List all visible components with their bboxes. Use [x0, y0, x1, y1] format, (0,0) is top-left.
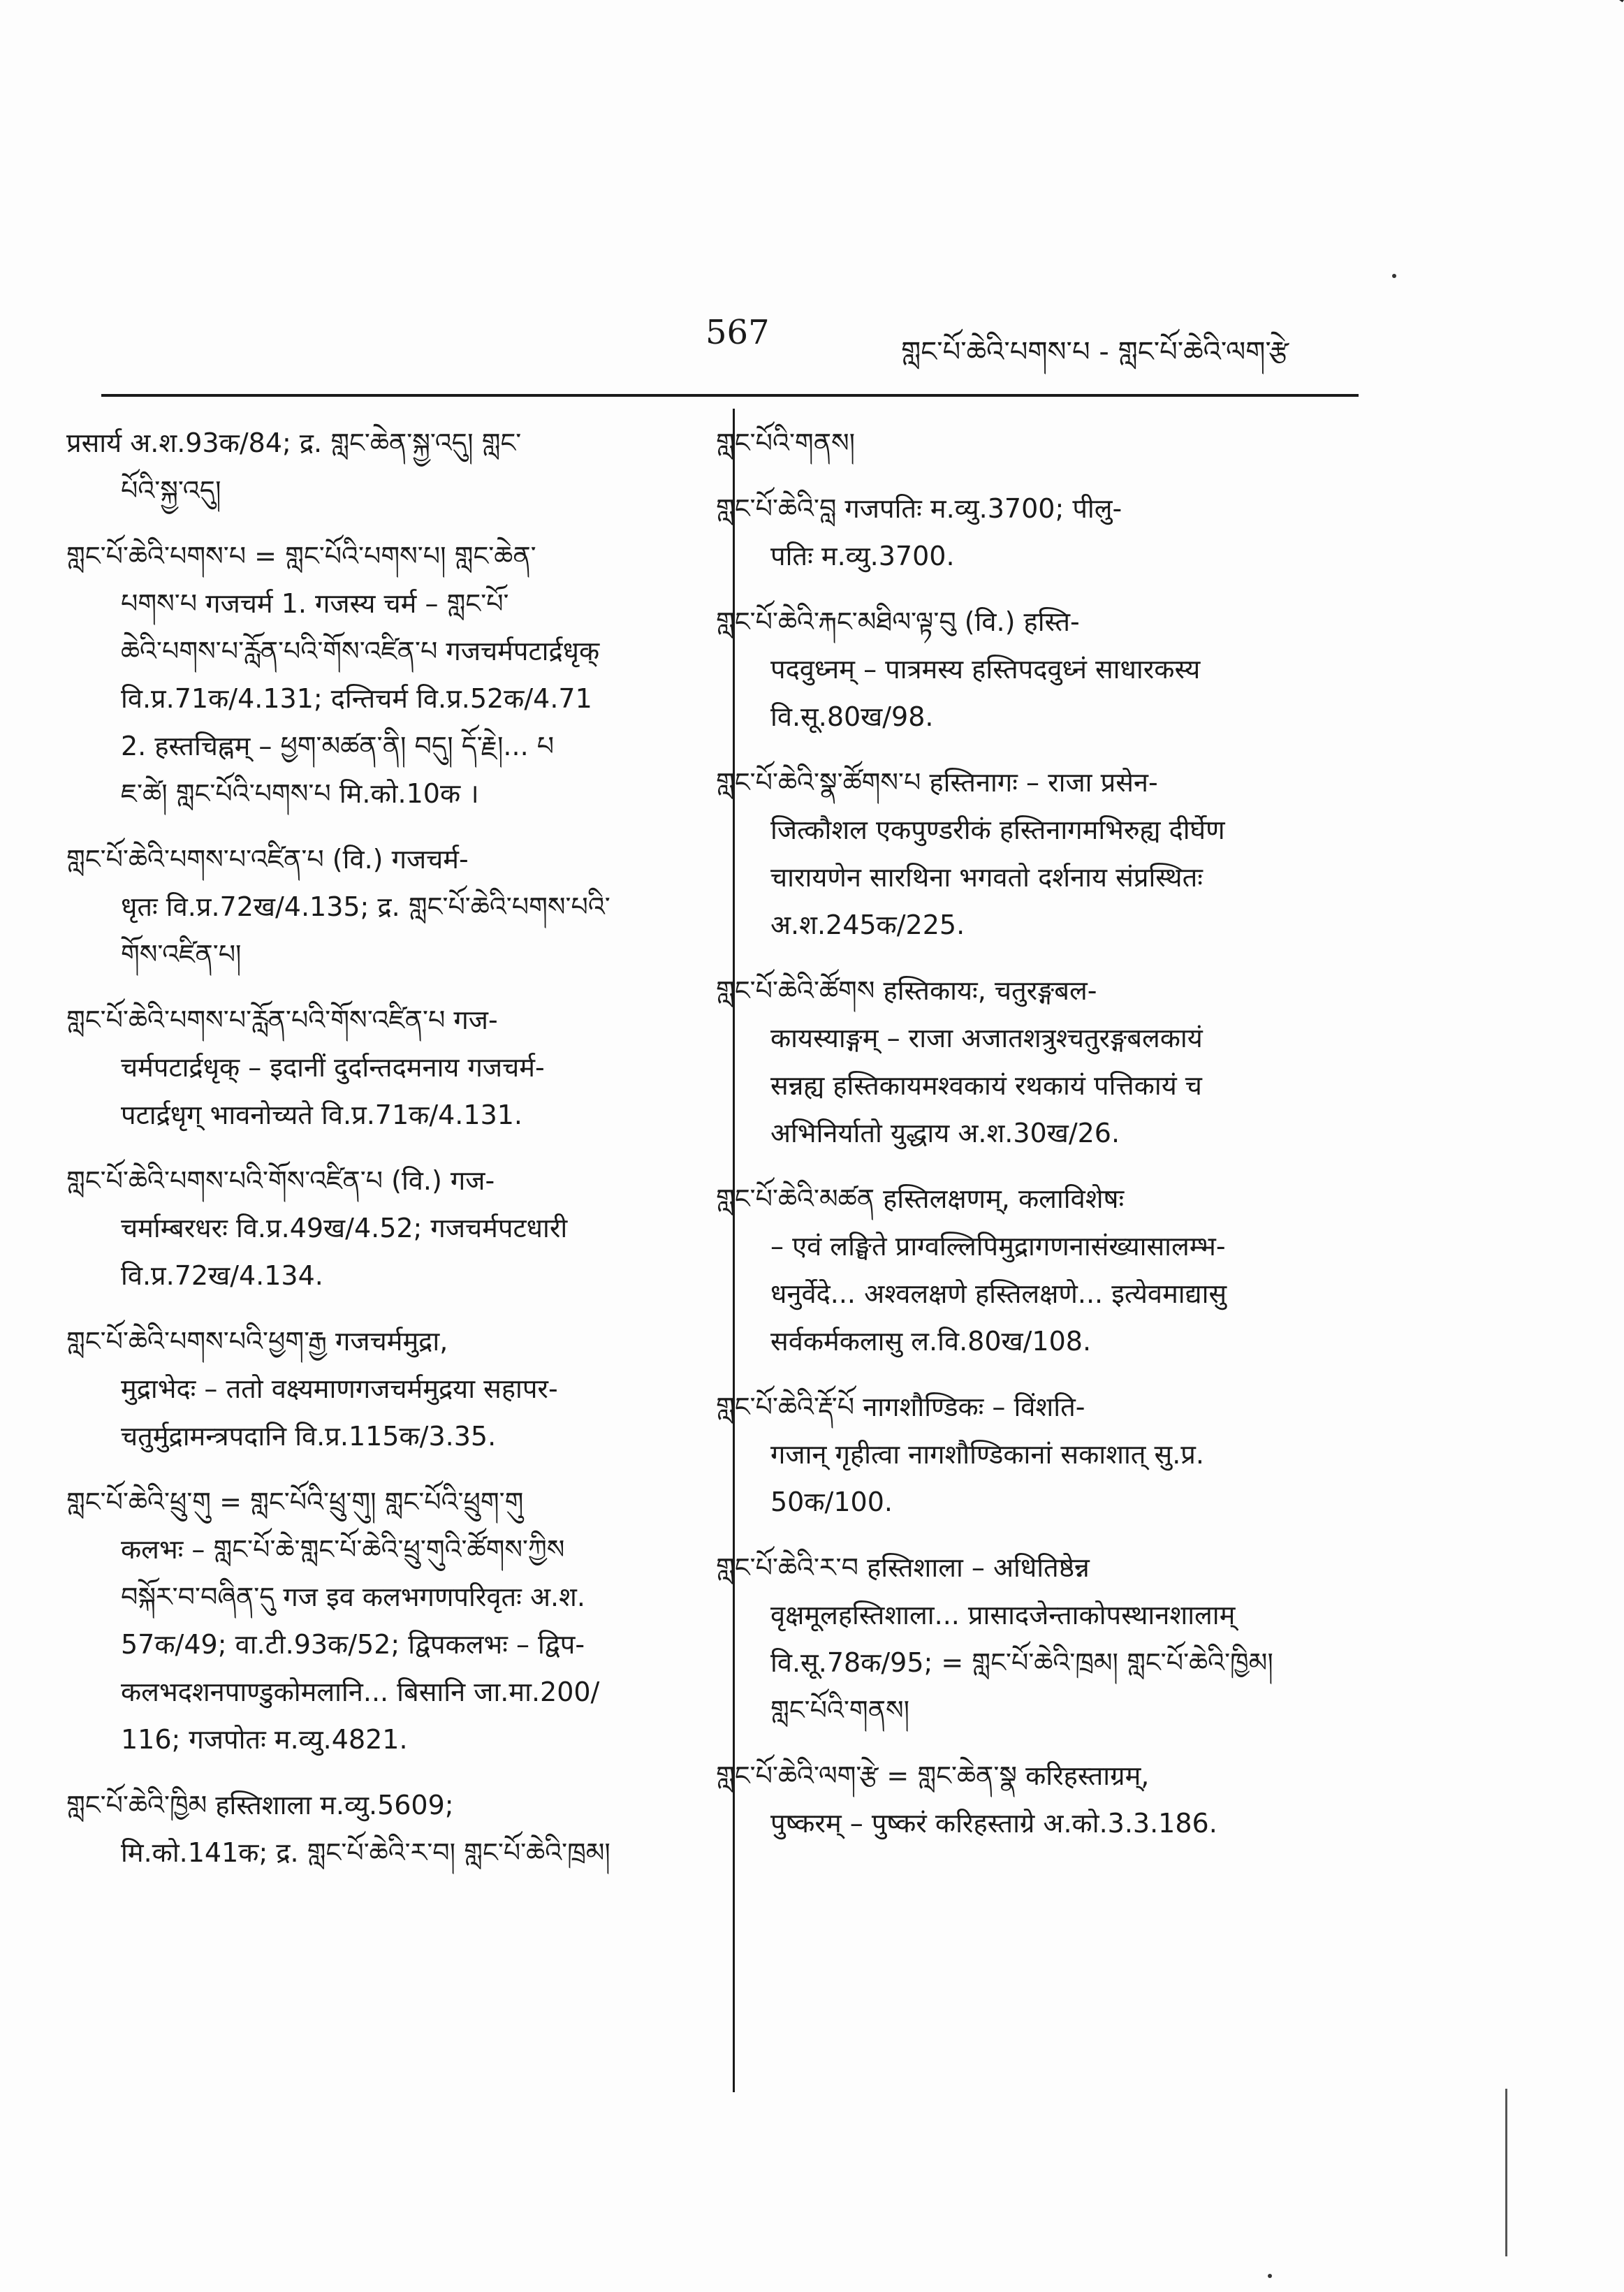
- entry-text-line: वि.प्र.71क/4.131; दन्तिचर्म वि.प्र.52क/4.71: [121, 683, 592, 714]
- entry-text-line: मि.को.141क; द्र. གླང་པོ་ཆེའི་ར་བ། གླང་པོ་ཆེའི་ཁྲམ།: [121, 1837, 610, 1868]
- entry-text-line: वि.सू.78क/95; = གླང་པོ་ཆེའི་ཁྲམ། གླང་པོ་ཆེའི་ཁྱིམ།: [770, 1647, 1273, 1678]
- entry-text-line: सर्वकर्मकलासु ल.वि.80ख/108.: [770, 1326, 1092, 1357]
- dictionary-entry: [66, 419, 709, 514]
- entry-text-line: चर्माम्बरधरः वि.प्र.49ख/4.52; गजचर्मपटधारी: [121, 1213, 568, 1243]
- dictionary-entry: [716, 485, 1345, 580]
- entry-text-line: पदवुध्नम् – पात्रमस्य हस्तिपदवुध्नं साधारकस्य: [770, 654, 1201, 685]
- entry-text-line: चर्मपटार्द्रधृक् – इदानीं दुर्दान्तदमनाय गजचर्म-: [121, 1052, 545, 1083]
- dictionary-entry: [716, 759, 1345, 949]
- dictionary-entry: [66, 532, 709, 817]
- entry-text-line: 57क/49; वा.टी.93क/52; द्विपकलभः – द्विप-: [121, 1629, 585, 1660]
- entry-text-line: धनुर्वेदे... अश्वलक्षणे हस्तिलक्षणे... इत्येवमाद्यासु: [770, 1278, 1227, 1309]
- entry-text-line: वृक्षमूलहस्तिशाला... प्रासादजेन्ताकोपस्थानशालाम्: [770, 1600, 1236, 1630]
- entry-text-line: གླང་པོའི་གནས།: [770, 1695, 910, 1725]
- entry-headword-line: གླང་པོ་ཆེའི་བླ गजपतिः म.व्यु.3700; पीलु-: [716, 493, 1122, 524]
- entry-text-line: जित्कौशल एकपुण्डरीकं हस्तिनागमभिरुह्य दीर्घेण: [770, 815, 1225, 845]
- entry-headword-line: གླང་པོ་ཆེའི་པགས་པ་འཛིན་པ (वि.) गजचर्म-: [66, 844, 469, 875]
- entry-text-line: – एवं लङ्घिते प्राग्वल्लिपिमुद्रागणनासंख्यासालम्भ-: [770, 1231, 1226, 1262]
- entry-headword-line: གླང་པོ་ཆེའི་ཁྱིམ हस्तिशाला म.व्यु.5609;: [66, 1790, 454, 1820]
- entry-headword-line: གླང་པོ་ཆེའི་རྐང་མཐིལ་ལྟ་བུ (वि.) हस्ति-: [716, 606, 1080, 637]
- entry-text-line: कलभः – གླང་པོ་ཆེ་གླང་པོ་ཆེའི་ཕྲུ་གུའི་ཚོགས་ཀྱིས: [121, 1534, 565, 1565]
- entry-text-line: བསྐོར་བ་བཞིན་དུ गज इव कलभगणपरिवृतः अ.श.: [121, 1582, 585, 1612]
- dictionary-entry: [66, 1157, 709, 1299]
- entry-text-line: वि.सू.80ख/98.: [770, 701, 934, 732]
- page-number: 567: [705, 313, 770, 352]
- dictionary-entry: [716, 1544, 1345, 1734]
- entry-headword-line: प्रसार्य अ.श.93क/84; द्र. གླང་ཆེན་སྐྱ་འདུ། གླང་: [66, 428, 522, 458]
- dictionary-entry: [66, 996, 709, 1139]
- entry-headword-line: གླང་པོ་ཆེའི་པགས་པའི་ཕྱག་རྒྱ गजचर्ममुद्रा,: [66, 1326, 448, 1357]
- entry-text-line: पुष्करम् – पुष्करं करिहस्ताग्रे अ.को.3.3.186.: [770, 1808, 1217, 1839]
- entry-headword-line: གླང་པོ་ཆེའི་རྡོ་པོ नागशौण्डिकः – विंशति-: [716, 1392, 1085, 1422]
- entry-text-line: धृतः वि.प्र.72ख/4.135; द्र. གླང་པོ་ཆེའི་པགས་པའི་: [121, 891, 610, 922]
- entry-headword-line: གླང་པོ་ཆེའི་པགས་པ = གླང་པོའི་པགས་པ། གླང་ཆེན་: [66, 541, 536, 571]
- entry-text-line: मुद्राभेदः – ततो वक्ष्यमाणगजचर्ममुद्रया सहापर-: [121, 1373, 558, 1404]
- entry-headword-line: གླང་པོའི་གནས།: [716, 428, 856, 458]
- entry-headword-line: གླང་པོ་ཆེའི་ཚོགས हस्तिकायः, चतुरङ्गबल-: [716, 975, 1097, 1006]
- dictionary-entry: [66, 1478, 709, 1763]
- entry-headword-line: གླང་པོ་ཆེའི་པགས་པའི་གོས་འཛིན་པ (वि.) गज-: [66, 1165, 495, 1196]
- entry-text-line: पतिः म.व्यु.3700.: [770, 541, 955, 571]
- entry-text-line: ཆེའི་པགས་པ་རློན་པའི་གོས་འཛིན་པ गजचर्मपटार्द्रधृक्: [121, 636, 600, 666]
- corner-mark: [1582, 0, 1624, 2]
- entry-headword-line: གླང་པོ་ཆེའི་པགས་པ་རློན་པའི་གོས་འཛིན་པ गज-: [66, 1005, 498, 1035]
- dictionary-entry: [716, 967, 1345, 1157]
- entry-headword-line: གླང་པོ་ཆེའི་ཕྲུ་གུ = གླང་པོའི་ཕྲུ་གུ། གླང་པོའི་ཕྲུག་གུ: [66, 1487, 524, 1517]
- dictionary-entry: [716, 598, 1345, 740]
- dictionary-entry: [716, 1752, 1345, 1847]
- entry-text-line: चतुर्मुद्रामन्त्रपदानि वि.प्र.115क/3.35.: [121, 1421, 497, 1452]
- entry-text-line: सन्नह्य हस्तिकायमश्वकायं रथकायं पत्तिकायं च: [770, 1070, 1202, 1101]
- entry-text-line: 116; गजपोतः म.व्यु.4821.: [121, 1724, 408, 1755]
- entry-text-line: कायस्याङ्गम् – राजा अजातशत्रुश्चतुरङ्गबलकायं: [770, 1023, 1203, 1053]
- entry-headword-line: གླང་པོ་ཆེའི་མཚན हस्तिलक्षणम्, कलाविशेषः: [716, 1183, 1125, 1214]
- entry-text-line: चारायणेन सारथिना भगवतो दर्शनाय संप्रस्थितः: [770, 862, 1203, 893]
- dictionary-entry: [66, 1781, 709, 1876]
- dictionary-entry: [66, 835, 709, 978]
- entry-text-line: अ.श.245क/225.: [770, 910, 965, 940]
- speck: [1268, 2274, 1272, 2278]
- entry-text-line: གོས་འཛིན་པ།: [121, 939, 242, 970]
- entry-text-line: པགས་པ गजचर्म 1. गजस्य चर्म – གླང་པོ་: [121, 588, 509, 619]
- entry-text-line: 2. हस्तचिह्नम् – ཕྱག་མཚན་ནི། བདུ། དོ་རྗེ།... པ: [121, 731, 555, 761]
- entry-headword-line: གླང་པོ་ཆེའི་སྣ་ཚོགས་པ हस्तिनागः – राजा प्रसेन-: [716, 767, 1158, 798]
- entry-text-line: वि.प्र.72ख/4.134.: [121, 1260, 323, 1291]
- header-rule: [101, 394, 1359, 397]
- entry-text-line: 50क/100.: [770, 1487, 893, 1517]
- dictionary-entry: [66, 1317, 709, 1460]
- left-column: [66, 419, 709, 1895]
- entry-text-line: गजान् गृहीत्वा नागशौण्डिकानां सकाशात् सु.प्र.: [770, 1439, 1205, 1470]
- dictionary-entry: [716, 1175, 1345, 1365]
- entry-text-line: ཇ་ཚེ། གླང་པོའི་པགས་པ मि.को.10क ।: [121, 778, 479, 809]
- running-header: གླང་པོ་ཆེའི་པགས་པ - གླང་པོ་ཆེའི་ལག་རྩེ: [901, 336, 1289, 368]
- dictionary-entry: [716, 419, 1345, 467]
- edge-line: [1505, 2089, 1507, 2256]
- dictionary-entry: [716, 1383, 1345, 1526]
- entry-headword-line: གླང་པོ་ཆེའི་ར་བ हस्तिशाला – अधितिष्ठेन्न: [716, 1552, 1090, 1583]
- entry-headword-line: གླང་པོ་ཆེའི་ལག་རྩེ = གླང་ཆེན་སྣ करिहस्ताग्रम्,: [716, 1760, 1150, 1791]
- entry-text-line: अभिनिर्यातो युद्धाय अ.श.30ख/26.: [770, 1118, 1120, 1148]
- entry-text-line: པོའི་སྐྱ་འདུ།: [121, 475, 221, 506]
- right-column: [716, 419, 1345, 1865]
- speck: [1392, 274, 1396, 278]
- entry-text-line: पटार्द्रधृग् भावनोच्यते वि.प्र.71क/4.131.: [121, 1100, 522, 1130]
- entry-text-line: कलभदशनपाण्डुकोमलानि... बिसानि जा.मा.200/: [121, 1677, 600, 1707]
